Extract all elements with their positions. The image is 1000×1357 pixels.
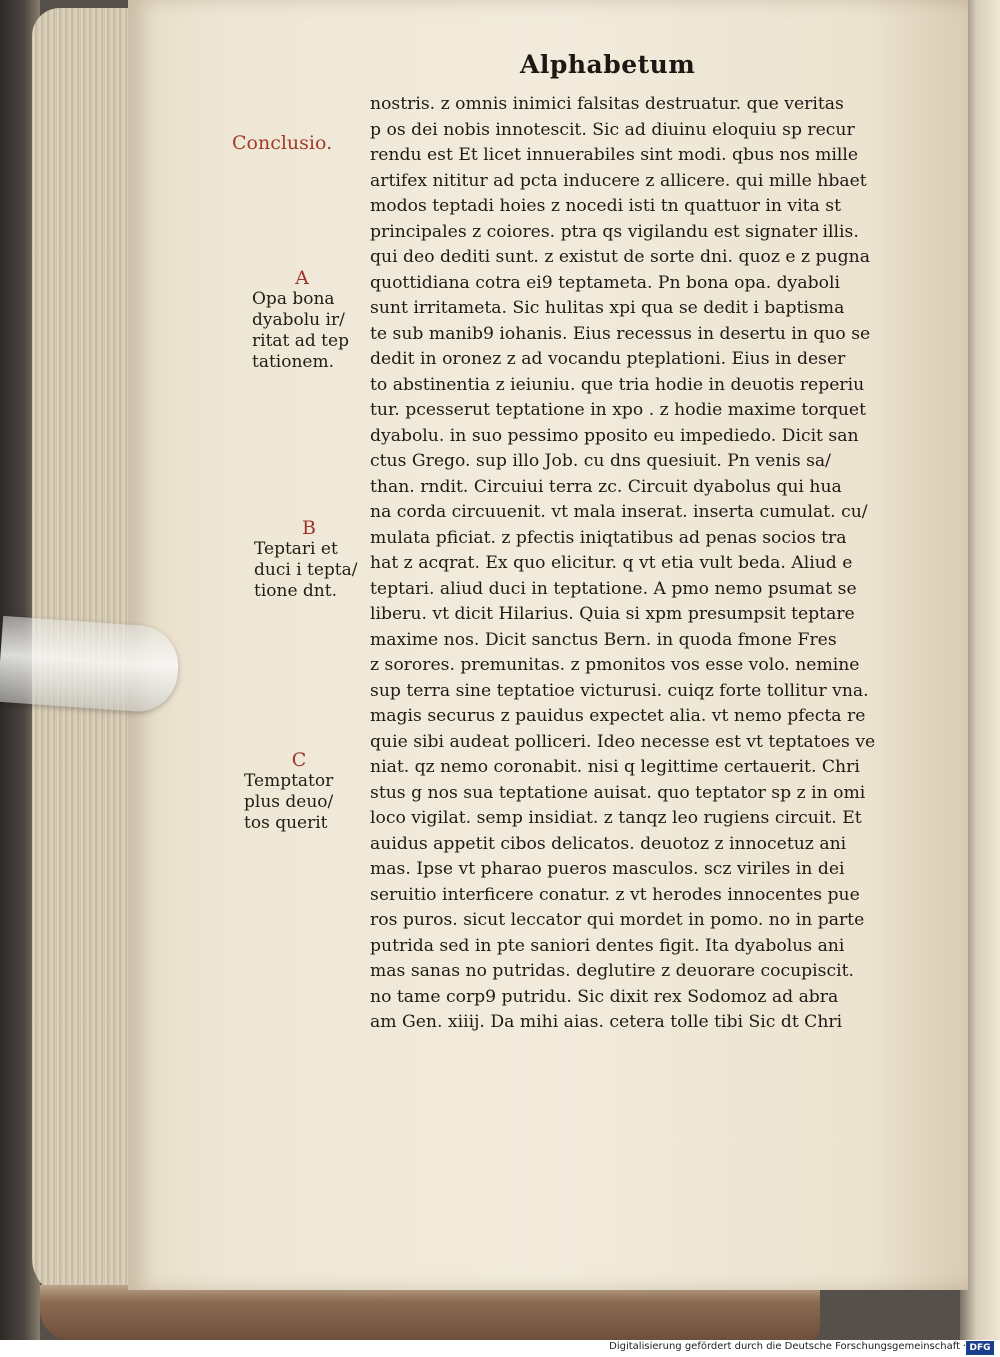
text-line: p os dei nobis innotescit. Sic ad diuinu eloquiu sp recur	[370, 119, 855, 140]
text-line: modos teptadi hoies z nocedi isti tn quattuor in vita st	[370, 196, 841, 216]
text-line: magis securus z pauidus expectet alia. vt nemo pfecta re	[370, 706, 866, 726]
margin-note-a-line: tationem.	[252, 352, 335, 372]
running-head: Alphabetum	[520, 50, 696, 79]
text-line: te sub manib9 iohanis. Eius recessus in desertu in quo se	[370, 323, 871, 344]
text-line: quottidiana cotra ei9 teptameta. Pn bona opa. dyaboli	[370, 272, 840, 293]
text-line: than. rndit. Circuiui terra zc. Circuit dyabolus qui hua	[370, 476, 842, 497]
text-line: seruitio interficere conatur. z vt herodes innocentes pue	[370, 884, 860, 905]
margin-note-a-line: ritat ad tep	[252, 331, 349, 351]
margin-note-conclusio: Conclusio.	[232, 132, 333, 154]
text-line: ctus Grego. sup illo Job. cu dns quesiuit. Pn venis sa/	[370, 451, 831, 471]
text-line: sunt irritameta. Sic hulitas xpi qua se dedit i baptisma	[370, 298, 845, 318]
text-line: qui deo dediti sunt. z existut de sorte dni. quoz e z pugna	[370, 247, 870, 267]
footer-credit: Digitalisierung gefördert durch die Deutsche Forschungsgemeinschaft	[609, 1341, 960, 1352]
page-clip	[0, 616, 181, 714]
text-line: mas sanas no putridas. deglutire z deuorare cocupiscit.	[370, 961, 854, 981]
footer-separator: ·	[962, 1341, 966, 1352]
text-line: mulata pficiat. z pfectis iniqtatibus ad penas socios tra	[370, 527, 847, 548]
margin-note-c-letter: C	[291, 749, 307, 771]
margin-note-a-line: Opa bona	[252, 289, 335, 309]
text-line: hat z acqrat. Ex quo elicitur. q vt etia vult beda. Aliud e	[370, 553, 853, 573]
margin-note-c-line: plus deuo/	[244, 792, 334, 812]
margin-note-b	[254, 518, 364, 602]
text-line: na corda circuuenit. vt mala inserat. inserta cumulat. cu/	[370, 502, 868, 522]
text-line: nostris. z omnis inimici falsitas destruatur. que veritas	[370, 94, 844, 114]
text-line: mas. Ipse vt pharao pueros masculos. scz viriles in dei	[370, 859, 845, 879]
text-line: maxime nos. Dicit sanctus Bern. in quoda fmone Fres	[370, 629, 837, 650]
text-line: rendu est Et licet innuerabiles sint modi. qbus nos mille	[370, 145, 859, 165]
text-line: dyabolu. in suo pessimo pposito eu impediedo. Dicit san	[370, 425, 859, 446]
text-line: no tame corp9 putridu. Sic dixit rex Sodomoz ad abra	[370, 986, 839, 1007]
book-cover-bottom	[40, 1285, 820, 1340]
margin-note-b-letter: B	[302, 517, 316, 539]
margin-note-b-line: tione dnt.	[254, 581, 337, 601]
text-line: principales z coiores. ptra qs vigilandu est signater illis.	[370, 221, 859, 242]
text-line: dedit in oronez z ad vocandu pteplationi. Eius in deser	[370, 349, 846, 369]
margin-note-c-line: Temptator	[244, 771, 334, 791]
margin-note-a	[252, 268, 352, 373]
margin-note-a-letter: A	[295, 267, 309, 289]
text-line: loco vigilat. semp insidiat. z tanqz leo rugiens circuit. Et	[370, 808, 862, 828]
margin-note-b-line: duci i tepta/	[254, 560, 358, 580]
main-text-block	[370, 92, 922, 1036]
margin-note-c	[244, 750, 354, 834]
text-line: putrida sed in pte saniori dentes figit. Ita dyabolus ani	[370, 935, 845, 956]
text-line: z sorores. premunitas. z pmonitos vos esse volo. nemine	[370, 655, 860, 675]
text-line: quie sibi audeat polliceri. Ideo necesse est vt teptatoes ve	[370, 731, 876, 752]
text-line: stus g nos sua teptatione auisat. quo teptator sp z in omi	[370, 782, 866, 803]
text-line: liberu. vt dicit Hilarius. Quia si xpm presumpsit teptare	[370, 604, 855, 624]
text-line: sup terra sine teptatioe victurusi. cuiqz forte tollitur vna.	[370, 680, 869, 701]
margin-note-c-line: tos querit	[244, 813, 328, 833]
margin-note-a-line: dyabolu ir/	[252, 310, 345, 330]
text-line: niat. qz nemo coronabit. nisi q legittime certauerit. Chri	[370, 757, 860, 777]
text-line: teptari. aliud duci in teptatione. A pmo nemo psumat se	[370, 578, 857, 599]
margin-note-b-line: Teptari et	[254, 539, 338, 559]
text-line: tur. pcesserut teptatione in xpo . z hodie maxime torquet	[370, 400, 867, 420]
text-line: artifex nititur ad pcta inducere z allicere. qui mille hbaet	[370, 170, 867, 191]
text-line: ros puros. sicut leccator qui mordet in pomo. no in parte	[370, 910, 865, 930]
text-line: auidus appetit cibos delicatos. deuotoz z innocetuz ani	[370, 833, 847, 854]
text-line: am Gen. xiiij. Da mihi aias. cetera tolle tibi Sic dt Chri	[370, 1012, 843, 1032]
dfg-logo: DFG	[966, 1341, 994, 1355]
text-line: to abstinentia z ieiuniu. que tria hodie in deuotis reperiu	[370, 374, 865, 395]
